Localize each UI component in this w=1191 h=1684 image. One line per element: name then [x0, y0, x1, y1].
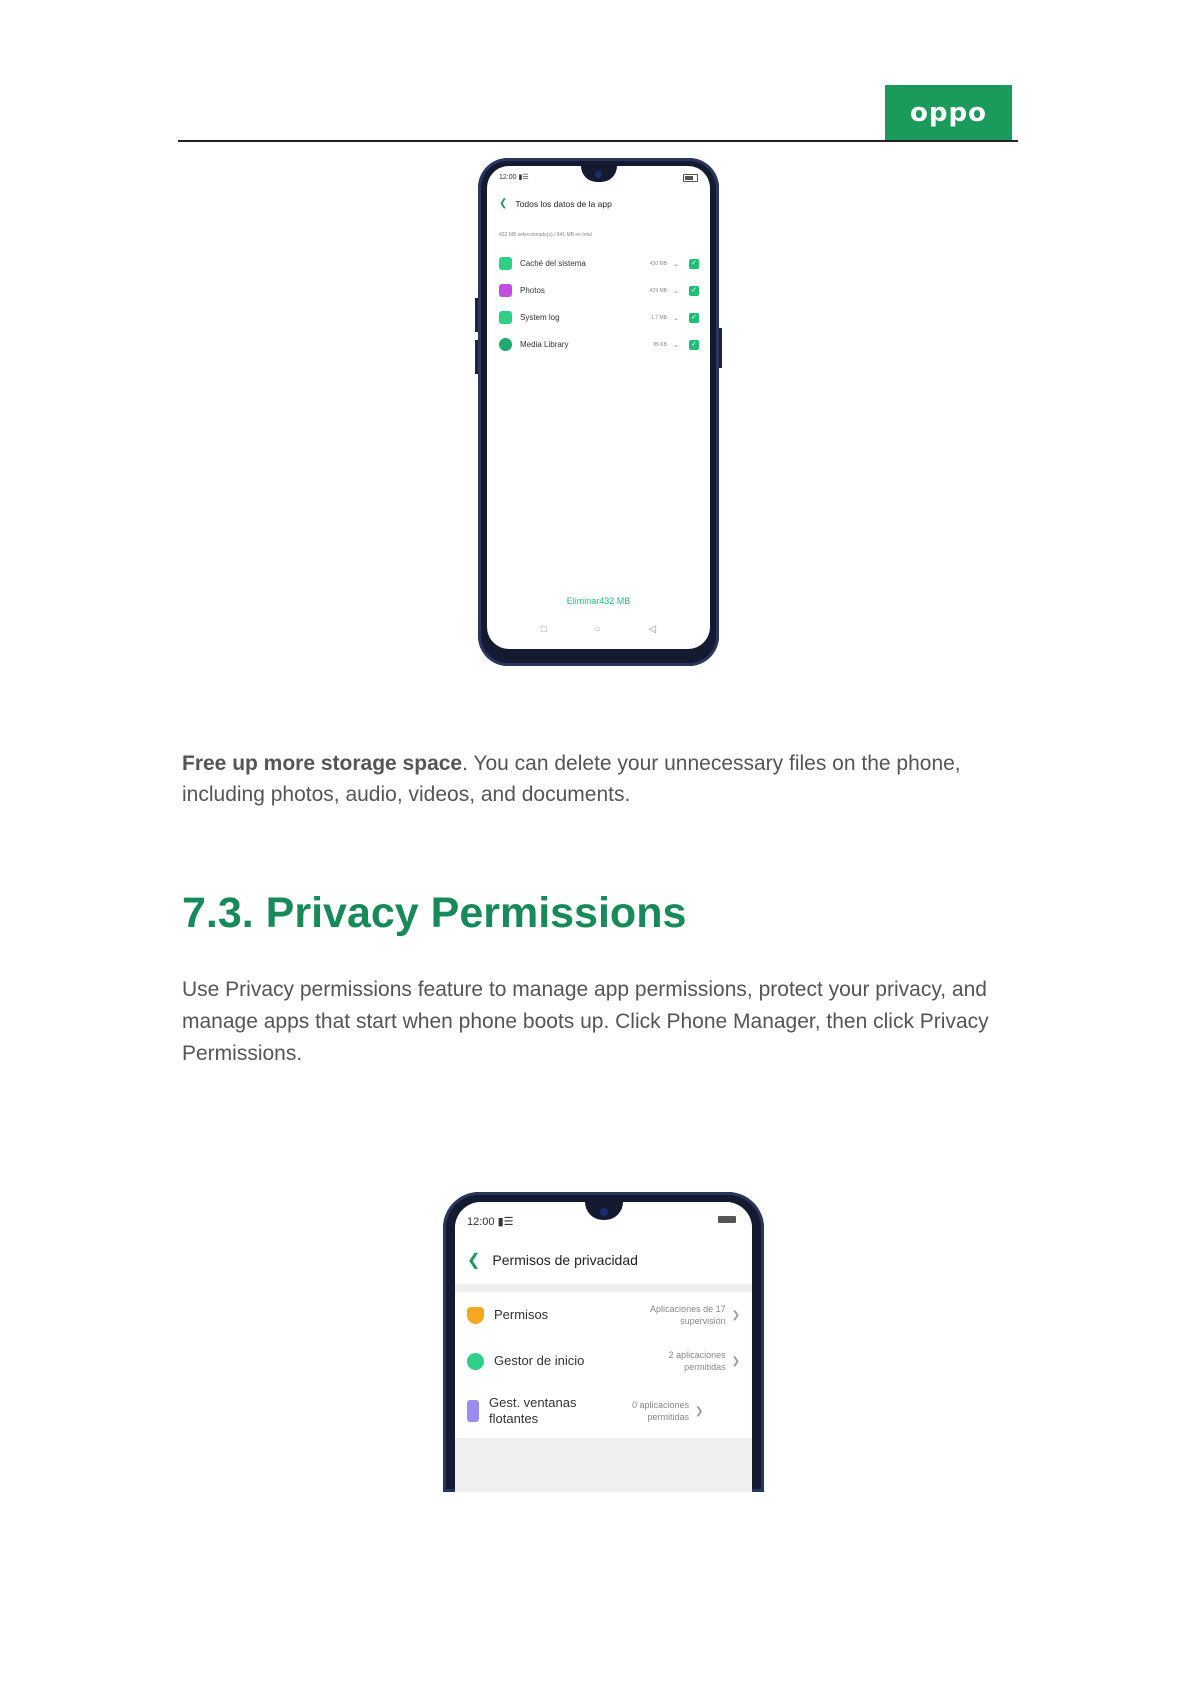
- phone-screenshot-storage: [478, 158, 719, 666]
- battery-icon: [718, 1216, 736, 1223]
- list-item[interactable]: [499, 304, 699, 331]
- home-icon[interactable]: ○: [594, 624, 601, 635]
- item-label: Permisos: [494, 1307, 549, 1322]
- chevron-down-icon[interactable]: ⌄: [673, 287, 679, 295]
- folder-icon: [499, 257, 512, 270]
- chevron-down-icon[interactable]: ⌄: [673, 314, 679, 322]
- item-label: Caché del sistema: [520, 259, 586, 268]
- startup-icon: [467, 1353, 484, 1370]
- section-heading: 7.3. Privacy Permissions: [182, 889, 687, 937]
- phone-screen: [487, 166, 710, 649]
- status-time: 12:00: [467, 1216, 495, 1228]
- nav-bar: [487, 624, 710, 635]
- header-rule: [178, 140, 1018, 142]
- camera-icon: [595, 171, 602, 178]
- list-item[interactable]: [455, 1292, 752, 1338]
- data-list: [499, 250, 699, 358]
- battery-icon: [683, 174, 698, 182]
- chevron-down-icon[interactable]: ⌄: [673, 341, 679, 349]
- para-bold-lead: Free up more storage space: [182, 752, 463, 775]
- permissions-list: [455, 1292, 752, 1438]
- para-text: . You can delete your unnecessary files on the phone, including photos, audio, videos, and documents.: [182, 752, 961, 806]
- list-item[interactable]: [499, 331, 699, 358]
- phone-power-button: [719, 328, 722, 368]
- chevron-right-icon: ❯: [695, 1405, 704, 1417]
- privacy-paragraph: Use Privacy permissions feature to manage app permissions, protect your privacy, and manage apps that start when phone boots up. Click Phone Manager, then click Privacy Permissions.: [182, 978, 989, 1065]
- item-size: 85 KB: [653, 341, 667, 348]
- chevron-down-icon[interactable]: ⌄: [673, 260, 679, 268]
- oppo-logo: [885, 85, 1012, 140]
- storage-paragraph: [182, 748, 1002, 810]
- back-icon[interactable]: ◁: [648, 624, 657, 635]
- recents-icon[interactable]: □: [540, 624, 547, 635]
- list-item[interactable]: [499, 250, 699, 277]
- item-value: Aplicaciones de 17 supervisión: [650, 1304, 726, 1326]
- list-item[interactable]: [455, 1338, 752, 1384]
- signal-icon: ▮☰: [518, 174, 529, 181]
- status-bar: [499, 173, 529, 181]
- android-icon: [499, 338, 512, 351]
- phone-side-button: [475, 340, 478, 374]
- item-label: Gestor de inicio: [494, 1353, 585, 1368]
- checkbox-checked-icon[interactable]: ✓: [689, 286, 699, 296]
- phone-notch: [585, 1202, 623, 1220]
- title-row: [467, 1250, 638, 1270]
- screen-header: [455, 1202, 752, 1284]
- back-chevron-icon[interactable]: ❮: [467, 1252, 481, 1269]
- chevron-right-icon: ❯: [731, 1309, 740, 1321]
- item-label: System log: [520, 313, 560, 322]
- item-value: 0 aplicaciones permitidas: [631, 1400, 689, 1422]
- camera-icon: [600, 1208, 608, 1216]
- list-item[interactable]: [455, 1384, 752, 1438]
- phone-screenshot-privacy: [443, 1192, 764, 1492]
- delete-button[interactable]: Eliminar432 MB: [566, 596, 631, 606]
- item-value: 2 aplicaciones permitidas: [668, 1350, 726, 1372]
- checkbox-checked-icon[interactable]: ✓: [689, 313, 699, 323]
- phone-notch: [581, 166, 617, 182]
- item-size: 430 MB: [649, 260, 667, 267]
- checkbox-checked-icon[interactable]: ✓: [689, 340, 699, 350]
- phone-screen: [455, 1202, 752, 1492]
- item-label: Media Library: [520, 340, 569, 349]
- folder-icon: [499, 311, 512, 324]
- status-time: 12:00: [499, 174, 517, 181]
- photos-icon: [499, 284, 512, 297]
- item-size: 429 MB: [649, 287, 667, 294]
- screen-title: Todos los datos de la app: [515, 198, 612, 209]
- item-size: 1.7 MB: [651, 314, 667, 321]
- screen-title: Permisos de privacidad: [492, 1252, 638, 1268]
- chevron-right-icon: ❯: [731, 1355, 740, 1367]
- item-label: Photos: [520, 286, 545, 295]
- list-item[interactable]: [499, 277, 699, 304]
- floating-window-icon: [467, 1400, 479, 1422]
- phone-side-button: [475, 298, 478, 332]
- item-label: Gest. ventanas flotantes: [489, 1395, 577, 1426]
- shield-icon: [467, 1307, 484, 1324]
- signal-icon: ▮☰: [497, 1216, 514, 1228]
- screen-header: [499, 198, 612, 209]
- storage-summary: 432 MB seleccionado(s) / 841 MB en total: [499, 232, 592, 238]
- checkbox-checked-icon[interactable]: ✓: [689, 259, 699, 269]
- back-chevron-icon[interactable]: ❮: [499, 198, 508, 209]
- status-bar: [467, 1215, 514, 1228]
- logo-text: oppo: [910, 97, 987, 128]
